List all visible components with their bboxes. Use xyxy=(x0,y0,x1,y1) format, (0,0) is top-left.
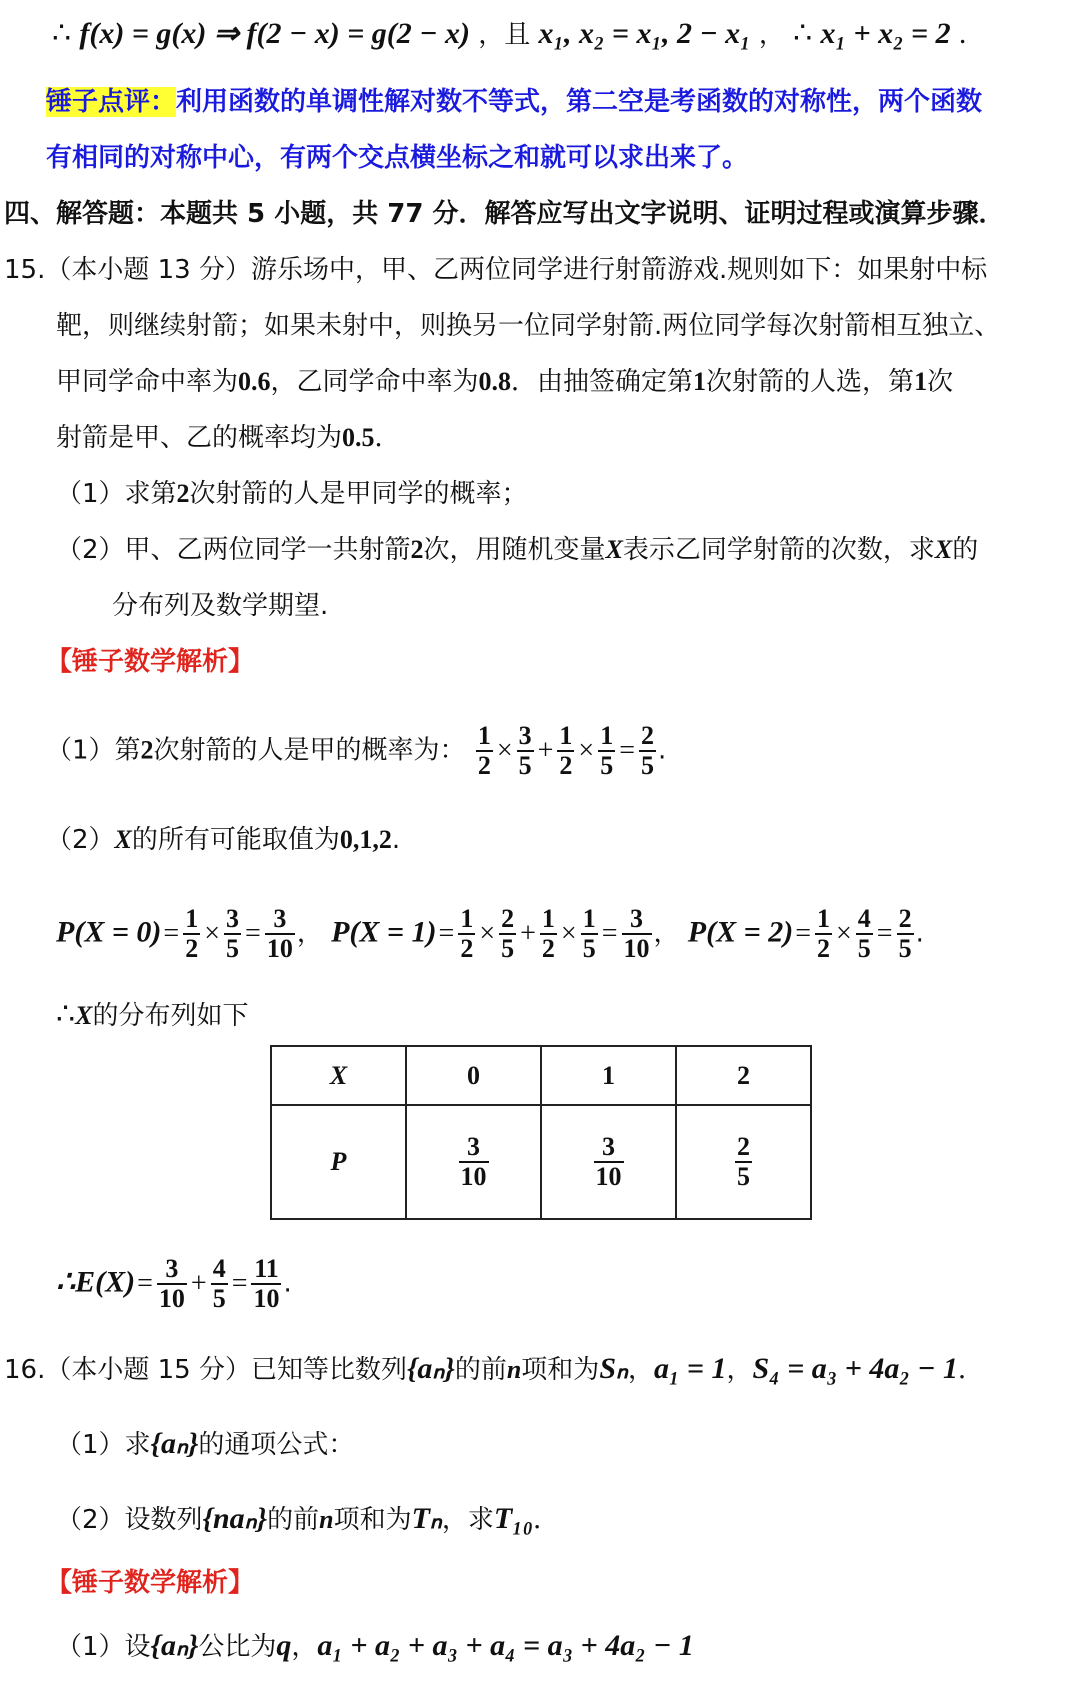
q15-text-3a: 甲同学命中率为 xyxy=(56,367,239,397)
fraction-numerator: 3 xyxy=(518,721,532,750)
therefore-symbol-2: ∴ xyxy=(793,17,813,50)
q16-part-2 xyxy=(56,1499,559,1540)
therefore-symbol: ∴ xyxy=(52,17,72,50)
review-text-1: 利用函数的单调性解对数不等式，第二空是考函数的对称性，两个函数 xyxy=(176,87,983,117)
times-sign: × xyxy=(479,918,496,949)
fraction-denominator: 10 xyxy=(266,934,293,963)
q15-text-3d: 次射箭的人选，第 xyxy=(706,367,915,397)
q16-p2-T: Tₙ xyxy=(411,1502,442,1535)
review-line-1 xyxy=(46,82,982,122)
q16-p2-sequence: {naₙ} xyxy=(202,1502,268,1535)
comma: ， xyxy=(627,1355,654,1385)
q16-a1: a₁ = 1 xyxy=(653,1352,727,1385)
fraction xyxy=(856,905,873,963)
fraction xyxy=(581,905,598,963)
fraction-denominator: 2 xyxy=(541,934,555,963)
equation-sum: x₁ + x₂ = 2 xyxy=(820,17,951,50)
q16-p2-text-a: （2）设数列 xyxy=(56,1505,203,1535)
fraction-numerator: 11 xyxy=(251,1255,281,1285)
q15-p1-text-a: （1）求第 xyxy=(56,479,177,509)
fraction xyxy=(735,1133,752,1191)
fraction xyxy=(540,905,557,963)
q15-text-3e: 次 xyxy=(927,367,954,397)
fraction xyxy=(598,722,615,780)
period: . xyxy=(915,918,924,949)
fraction-numerator: 3 xyxy=(594,1133,624,1163)
fraction-denominator: 5 xyxy=(226,934,240,963)
q16-sequence: {aₙ} xyxy=(406,1352,455,1385)
fraction-denominator: 5 xyxy=(582,934,596,963)
fraction-numerator: 1 xyxy=(582,904,596,933)
sol15-part-2 xyxy=(46,820,400,860)
q15-line-1 xyxy=(4,250,987,290)
sol15-s2-values: 0,1,2 xyxy=(339,825,392,854)
q15-text-2: 靶，则继续射箭；如果未射中，则换另一位同学射箭.两位同学每次射箭相互独立、 xyxy=(56,311,1001,341)
period: . xyxy=(958,17,967,50)
fraction xyxy=(622,905,652,963)
q16-S4-equation: S₄ = a₃ + 4a₂ − 1 xyxy=(752,1352,958,1385)
q16-p2-T10: T₁₀ xyxy=(493,1502,534,1535)
q15-num-1b: 1 xyxy=(914,367,928,396)
fraction-denominator: 5 xyxy=(641,751,655,780)
fraction-denominator: 10 xyxy=(623,934,650,963)
period: ． xyxy=(957,1355,984,1385)
fraction xyxy=(459,1133,489,1191)
sol16-sequence: {aₙ} xyxy=(150,1629,199,1662)
period: ． xyxy=(533,1505,560,1535)
fraction-denominator: 2 xyxy=(460,934,474,963)
expectation-lhs: ∴E(X) xyxy=(56,1265,136,1299)
fraction-numerator: 2 xyxy=(501,904,515,933)
fraction-denominator: 5 xyxy=(898,934,912,963)
review-line-2 xyxy=(46,138,748,178)
q15-line-4 xyxy=(56,418,401,458)
table-cell xyxy=(676,1105,811,1219)
q16-p1-sequence: {aₙ} xyxy=(150,1427,199,1460)
table-header-cell: 0 xyxy=(406,1046,541,1105)
q15-part-2-line-2 xyxy=(112,586,328,626)
sol15-s1-num: 2 xyxy=(140,735,154,765)
dist-var: X xyxy=(75,1001,93,1030)
q16-sum-S: Sₙ xyxy=(599,1352,628,1385)
fraction-denominator: 2 xyxy=(185,934,199,963)
fraction-numerator: 4 xyxy=(857,904,871,933)
q16-p1-text-a: （1）求 xyxy=(56,1430,151,1460)
fraction xyxy=(594,1133,624,1191)
q15-p2-text-a: （2）甲、乙两位同学一共射箭 xyxy=(56,535,411,565)
sol15-s1-text: （1）第 xyxy=(46,735,141,766)
table-header-cell: 2 xyxy=(676,1046,811,1105)
analysis-label-text-2: 【锤子数学解析】 xyxy=(46,1568,255,1598)
period: . xyxy=(283,1268,292,1299)
fraction-denominator: 10 xyxy=(158,1284,185,1313)
q16-var-n: n xyxy=(506,1355,522,1384)
q15-p2-var-2: X xyxy=(934,535,953,564)
distribution-table xyxy=(270,1045,812,1220)
fraction xyxy=(224,905,241,963)
p1-lhs: P(X = 1) xyxy=(331,915,437,949)
fraction-numerator: 2 xyxy=(898,904,912,933)
equals-sign: = xyxy=(163,918,180,949)
table-label-cell: P xyxy=(271,1105,406,1219)
q16-p1-text-b: 的通项公式： xyxy=(198,1430,355,1460)
fraction-denominator: 10 xyxy=(253,1284,280,1313)
analysis-label-2 xyxy=(46,1563,254,1603)
q15-text-4a: 射箭是甲、乙的概率均为 xyxy=(56,423,343,453)
fraction-denominator: 10 xyxy=(595,1162,622,1191)
sol15-s1-text2: 次射箭的人是甲的概率为： xyxy=(153,735,466,766)
fraction-numerator: 1 xyxy=(600,721,614,750)
review-label: 锤子点评： xyxy=(46,87,177,117)
fraction-denominator: 5 xyxy=(518,751,532,780)
fraction xyxy=(557,722,574,780)
fraction-numerator: 1 xyxy=(541,904,555,933)
comma: ， xyxy=(653,918,680,949)
q15-text-1: 15.（本小题 13 分）游乐场中，甲、乙两位同学进行射箭游戏.规则如下：如果射中标 xyxy=(4,255,988,285)
equals-sign: = xyxy=(137,1268,153,1299)
q15-num-1: 1 xyxy=(693,367,707,396)
q16-p2-text-b: 的前 xyxy=(267,1505,320,1535)
equals-sign: = xyxy=(245,918,261,949)
period: . xyxy=(658,735,667,766)
equals-sign: = xyxy=(601,918,618,949)
fraction-denominator: 2 xyxy=(559,751,573,780)
sol15-s2-text2: 的所有可能取值为 xyxy=(131,825,340,855)
table-cell xyxy=(406,1105,541,1219)
q15-p2-text-b: 次，用随机变量 xyxy=(423,535,606,565)
sol16-equation: a₁ + a₂ + a₃ + a₄ = a₃ + 4a₂ − 1 xyxy=(317,1629,694,1662)
q15-prob: 0.5 xyxy=(342,423,375,452)
q15-part-1 xyxy=(56,474,528,514)
equals-sign: = xyxy=(438,918,455,949)
fraction-numerator: 3 xyxy=(226,904,240,933)
fraction xyxy=(458,905,475,963)
fraction xyxy=(815,905,832,963)
q15-rate-a: 0.6 xyxy=(238,367,271,396)
fraction xyxy=(476,722,493,780)
fraction xyxy=(499,905,516,963)
times-sign: × xyxy=(496,735,513,766)
analysis-label-text-1: 【锤子数学解析】 xyxy=(46,647,255,677)
fraction-denominator: 2 xyxy=(477,751,491,780)
fraction-numerator: 2 xyxy=(737,1132,750,1161)
analysis-label-1 xyxy=(46,642,254,682)
equals-sign: = xyxy=(795,918,811,949)
fraction-denominator: 5 xyxy=(212,1284,226,1313)
fraction-denominator: 5 xyxy=(600,751,614,780)
q15-p2-text-d: 的 xyxy=(952,535,979,565)
comma: ， xyxy=(291,1632,318,1662)
q15-line-3 xyxy=(56,362,953,402)
q16-p2-text-c: 项和为 xyxy=(333,1505,412,1535)
fraction-numerator: 1 xyxy=(817,904,830,933)
sol16-q: q xyxy=(276,1629,292,1662)
q16-text-b: 的前 xyxy=(454,1355,507,1385)
fraction xyxy=(211,1255,228,1313)
plus-sign: + xyxy=(520,918,536,949)
q16-p2-text-d: ，求 xyxy=(441,1505,494,1535)
q15-text-4b: ． xyxy=(374,423,401,453)
q15-text-3b: ，乙同学命中率为 xyxy=(270,367,479,397)
fraction-numerator: 3 xyxy=(622,905,652,935)
sol15-part-1 xyxy=(46,722,666,780)
top-equation-line xyxy=(52,14,966,55)
comma: ， xyxy=(296,918,323,949)
table-row xyxy=(271,1046,811,1105)
times-sign: × xyxy=(204,918,221,949)
comma: ， xyxy=(726,1355,753,1385)
review-text-2: 有相同的对称中心，有两个交点横坐标之和就可以求出来了。 xyxy=(46,143,749,173)
fraction-numerator: 4 xyxy=(212,1254,226,1283)
fraction-denominator: 2 xyxy=(817,934,830,963)
sol16-part-1 xyxy=(56,1626,694,1667)
fraction xyxy=(251,1255,281,1313)
times-sign: × xyxy=(836,918,852,949)
fraction-numerator: 1 xyxy=(185,904,199,933)
table-cell xyxy=(541,1105,676,1219)
plus-sign: + xyxy=(537,735,554,766)
dist-text: 的分布列如下 xyxy=(92,1001,249,1031)
q15-p1-text-b: 次射箭的人是甲同学的概率； xyxy=(189,479,528,509)
q15-line-2 xyxy=(56,306,1000,346)
section-title-text: 四、解答题：本题共 5 小题，共 77 分．解答应写出文字说明、证明过程或演算步骤． xyxy=(4,199,1005,229)
fraction xyxy=(157,1255,187,1313)
equation-roots: x₁, x₂ = x₁, 2 − x₁ xyxy=(538,17,751,50)
fraction-numerator: 3 xyxy=(459,1133,489,1163)
q15-p2-text-c: 表示乙同学射箭的次数，求 xyxy=(622,535,935,565)
fraction xyxy=(517,722,534,780)
q16-part-1 xyxy=(56,1424,354,1465)
fraction-denominator: 5 xyxy=(737,1162,750,1191)
fraction-numerator: 2 xyxy=(641,721,655,750)
fraction-numerator: 1 xyxy=(559,721,573,750)
probabilities-line xyxy=(56,905,924,963)
times-sign: × xyxy=(578,735,595,766)
fraction-numerator: 3 xyxy=(265,905,295,935)
fraction xyxy=(183,905,200,963)
table-row xyxy=(271,1105,811,1219)
fraction-numerator: 1 xyxy=(460,904,474,933)
fraction xyxy=(639,722,656,780)
section-title xyxy=(4,194,1004,234)
period: . xyxy=(391,825,401,855)
sol15-s2-text: （2） xyxy=(46,825,115,855)
fraction-numerator: 1 xyxy=(477,721,491,750)
table-header-cell: X xyxy=(271,1046,406,1105)
expectation-line xyxy=(56,1255,292,1313)
times-sign: × xyxy=(560,918,577,949)
plus-sign: + xyxy=(190,1268,207,1299)
q15-part-2 xyxy=(56,530,978,570)
q15-p1-num: 2 xyxy=(176,479,190,508)
q15-p2-num: 2 xyxy=(410,535,424,564)
fraction-numerator: 3 xyxy=(157,1255,187,1285)
text-and: ，且 xyxy=(478,20,531,50)
fraction-denominator: 5 xyxy=(857,934,871,963)
p2-lhs: P(X = 2) xyxy=(687,915,794,949)
q16-p2-var-n: n xyxy=(319,1505,334,1534)
equals-sign: = xyxy=(619,735,636,766)
equals-sign: = xyxy=(876,918,893,949)
p0-lhs: P(X = 0) xyxy=(56,915,162,949)
sol15-s2-var: X xyxy=(114,825,132,854)
q16-line-1 xyxy=(4,1349,984,1390)
sol16-text-b: 公比为 xyxy=(198,1632,277,1662)
q15-text-3c: ．由抽签确定第 xyxy=(511,367,694,397)
table-header-cell: 1 xyxy=(541,1046,676,1105)
fraction-denominator: 10 xyxy=(460,1162,487,1191)
therefore-symbol: ∴ xyxy=(56,998,76,1031)
text-comma: ， xyxy=(758,20,785,50)
q15-rate-b: 0.8 xyxy=(478,367,512,396)
fraction xyxy=(897,905,914,963)
fraction xyxy=(265,905,295,963)
distribution-intro xyxy=(56,995,248,1036)
q16-text-a: 16.（本小题 15 分）已知等比数列 xyxy=(4,1355,407,1385)
q16-text-c: 项和为 xyxy=(521,1355,600,1385)
sol16-text-a: （1）设 xyxy=(56,1632,151,1662)
equation-f-g: f(x) = g(x) ⇒ f(2 − x) = g(2 − x) xyxy=(79,17,470,50)
equals-sign: = xyxy=(231,1268,248,1299)
q15-p2-var: X xyxy=(605,535,623,564)
fraction-denominator: 5 xyxy=(501,934,515,963)
q15-p2-text-e: 分布列及数学期望. xyxy=(112,591,329,621)
